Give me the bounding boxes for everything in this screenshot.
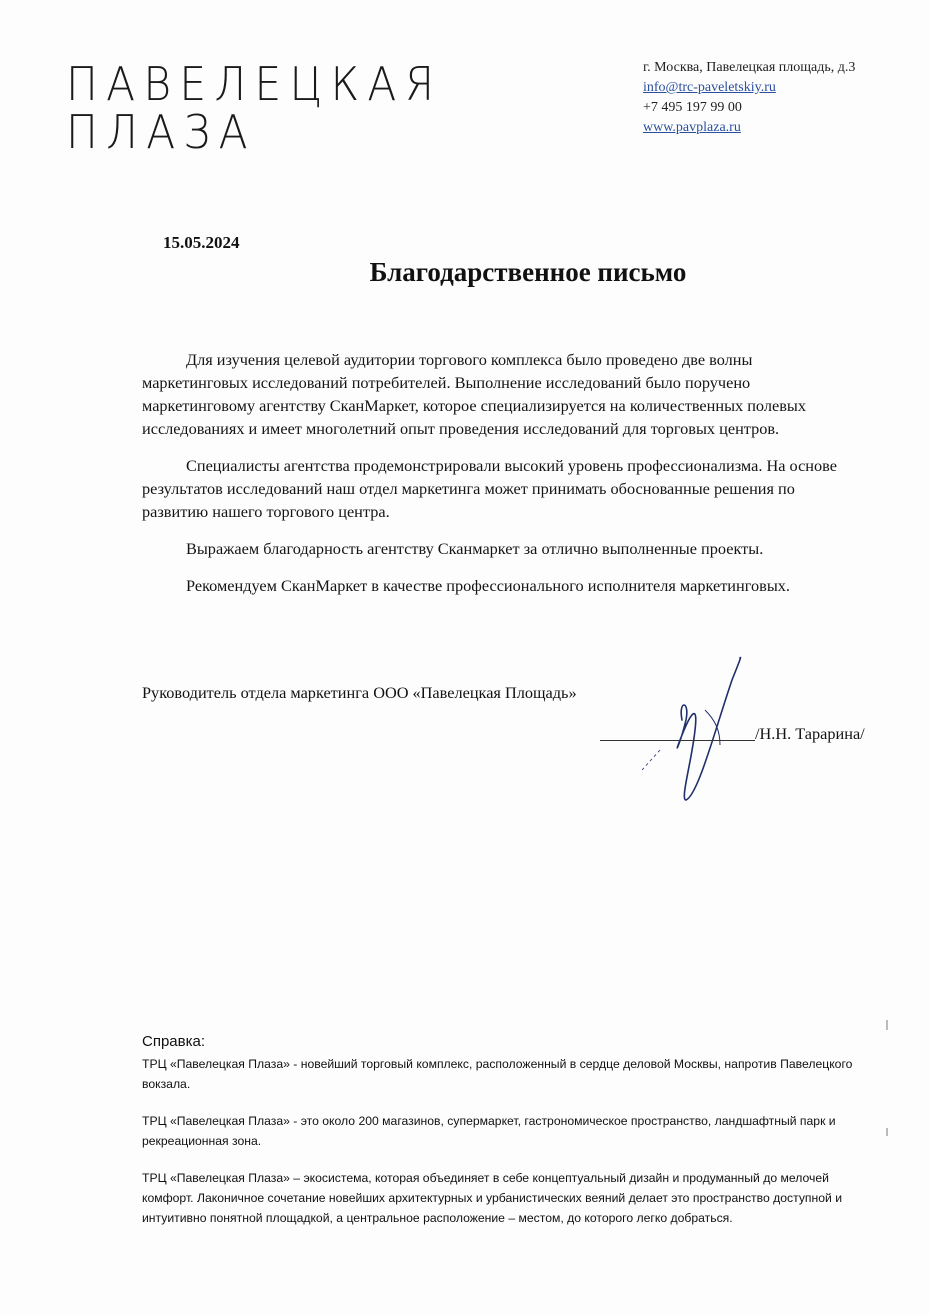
signature-underline — [600, 740, 755, 741]
handwritten-signature — [620, 650, 770, 815]
address: г. Москва, Павелецкая площадь, д.3 — [643, 60, 856, 75]
paragraph: Для изучения целевой аудитории торгового комплекса было проведено две волны маркетинговых исследований потребителей. Выполнение исследований было поручено маркетинговому агентству СканМаркет, которое специализируется на количественных полевых исследованиях и имеет многолетний опыт проведения исследований для торговых центров. — [142, 350, 806, 438]
logo-line-1: ПАВЕЛЕЦКАЯ — [66, 57, 443, 111]
paragraph: Специалисты агентства продемонстрировали высокий уровень профессионализма. На основе результатов исследований наш отдел маркетинга может принимать обоснованные решения по развитию нашего торгового центра. — [142, 456, 837, 521]
phone: +7 495 197 99 00 — [643, 100, 742, 115]
reference-paragraph: ТРЦ «Павелецкая Плаза» - новейший торговый комплекс, расположенный в сердце деловой Москвы, напротив Павелецкого вокзала. — [142, 1057, 853, 1091]
logo-line-2: ПЛАЗА — [66, 105, 256, 159]
paragraph: Выражаем благодарность агентству Сканмаркет за отлично выполненные проекты. — [186, 539, 764, 558]
reference-heading: Справка: — [142, 1033, 206, 1050]
scan-speck — [886, 1020, 888, 1030]
website-link[interactable]: www.pavplaza.ru — [643, 120, 741, 135]
scan-speck — [886, 1128, 888, 1136]
email-link[interactable]: info@trc-paveletskiy.ru — [643, 80, 776, 95]
letter-date: 15.05.2024 — [163, 233, 240, 252]
company-logo — [66, 57, 475, 159]
signer-name: /Н.Н. Тарарина/ — [755, 724, 865, 743]
reference-paragraph: ТРЦ «Павелецкая Плаза» – экосистема, которая объединяет в себе концептуальный дизайн и продуманный до мелочей комфорт. Лаконичное сочетание новейших архитектурных и урбанистических веяний делает это пространство доступной и интуитивно понятной площадкой, а центральное расположение – местом, до которого легко добраться. — [142, 1171, 843, 1225]
signer-position: Руководитель отдела маркетинга ООО «Павелецкая Площадь» — [142, 683, 577, 702]
reference-section — [142, 1033, 882, 1245]
contact-block — [643, 58, 855, 138]
reference-paragraph: ТРЦ «Павелецкая Плаза» - это около 200 магазинов, супермаркет, гастрономическое пространство, ландшафтный парк и рекреационная зона. — [142, 1114, 836, 1148]
letter-title: Благодарственное письмо — [369, 257, 687, 287]
letter-body — [142, 348, 854, 611]
paragraph: Рекомендуем СканМаркет в качестве профессионального исполнителя маркетинговых. — [186, 576, 790, 595]
